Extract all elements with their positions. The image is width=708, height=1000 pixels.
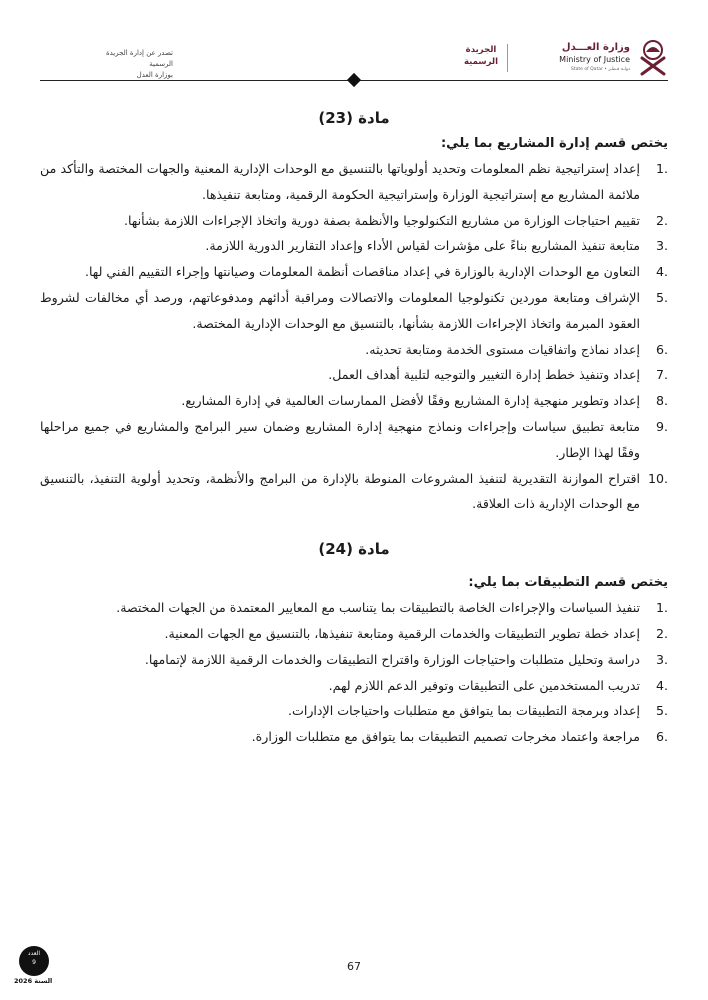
item-number: 2.	[655, 212, 668, 228]
item-number: 3.	[655, 651, 668, 667]
item-text: تقييم احتياجات الوزارة من مشاريع التكنولوجيا والأنظمة بصفة دورية واتخاذ الإجراءات اللازمة بشأنها.	[123, 212, 640, 228]
ministry-name-arabic: وزارة العـــدل	[561, 42, 630, 53]
item-number: 4.	[655, 677, 668, 693]
item-text: الإشراف ومتابعة موردين تكنولوجيا المعلومات والاتصالات ومراقبة أدائهم ومدفوعاتهم، ورصد أي مخالفات لشروط العقود المبرمة واتخاذ الإجراءات اللازمة بشأنها، بالتنسيق مع الوحدات الإدارية المختصة.	[40, 289, 640, 331]
article-title: مادة (24)	[318, 540, 390, 559]
list-item	[40, 595, 668, 621]
article-24	[40, 535, 668, 750]
item-text: إعداد وتطوير منهجية إدارة المشاريع وفقًا لأفضل الممارسات العالمية في إدارة المشاريع.	[181, 393, 640, 409]
issue-label: العدد	[27, 950, 41, 957]
item-number: 6.	[655, 729, 668, 745]
item-text: تنفيذ السياسات والإجراءات الخاصة بالتطبيقات بما يتناسب مع المعايير المعتمدة من الجهات المختصة.	[116, 600, 640, 616]
item-text: إعداد خطة تطوير التطبيقات والخدمات الرقمية ومتابعة تنفيذها، بالتنسيق مع الجهات المعنية.	[164, 625, 640, 641]
issue-badge	[19, 946, 49, 976]
article-intro: يختص قسم التطبيقات بما يلي:	[468, 575, 668, 591]
list-item	[40, 259, 668, 285]
item-number: 3.	[655, 238, 668, 254]
list-item	[40, 698, 668, 724]
list-item	[40, 647, 668, 673]
article-items	[40, 156, 668, 517]
list-item	[40, 208, 668, 234]
item-text: دراسة وتحليل متطلبات واحتياجات الوزارة واقتراح التطبيقات والخدمات الرقمية اللازمة لإتمامها.	[144, 651, 640, 667]
list-item	[40, 285, 668, 337]
list-item	[40, 673, 668, 699]
item-text: تدريب المستخدمين على التطبيقات وتوفير الدعم اللازم لهم.	[328, 677, 640, 693]
item-text: إعداد نماذج واتفاقيات مستوى الخدمة ومتابعة تحديثه.	[365, 341, 640, 357]
list-item	[40, 362, 668, 388]
document-body	[40, 104, 668, 750]
item-number: 5.	[655, 703, 668, 719]
item-number: 8.	[655, 393, 668, 409]
item-text: متابعة تنفيذ المشاريع بناءً على مؤشرات لقياس الأداء وإعداد التقارير الدورية اللازمة.	[205, 238, 640, 254]
item-text: إعداد وبرمجة التطبيقات بما يتوافق مع متطلبات واحتياجات الإدارات.	[287, 703, 640, 719]
item-text: اقتراح الموازنة التقديرية لتنفيذ المشروعات المنوطة بالإدارة من البرامج والأنظمة، وتحديد أولوية التنفيذ، بالتنسيق مع الوحدات الإدارية ذات العلاقة.	[40, 470, 640, 512]
item-text: التعاون مع الوحدات الإدارية بالوزارة في إعداد مناقصات أنظمة المعلومات وصيانتها وإجراء التقييم الفني لها.	[84, 264, 640, 280]
ministry-name-english: Ministry of Justice	[559, 55, 630, 64]
state-label: State of Qatar • دولـة قـطـر	[571, 67, 630, 72]
gazette-line-1: الجريدة	[465, 45, 497, 55]
item-number: 4.	[655, 264, 668, 280]
gazette-line-2: الرسمية	[463, 57, 499, 67]
publisher-line-1: تصدر عن إدارة الجريدة الرسمية	[105, 49, 173, 68]
gazette-logo	[462, 44, 500, 68]
list-item	[40, 414, 668, 466]
list-item	[40, 724, 668, 750]
publisher-note	[93, 48, 173, 81]
list-item	[40, 233, 668, 259]
qatar-emblem-icon	[636, 38, 670, 78]
header-divider	[507, 44, 508, 72]
ministry-branding	[450, 38, 670, 76]
list-item	[40, 156, 668, 208]
item-text: إعداد وتنفيذ خطط إدارة التغيير والتوجيه لتلبية أهداف العمل.	[328, 367, 640, 383]
publisher-line-2: بوزارة العدل	[136, 71, 173, 79]
item-text: مراجعة واعتماد مخرجات تصميم التطبيقات بما يتوافق مع متطلبات الوزارة.	[251, 729, 640, 745]
issue-year: السنة 2026	[14, 977, 53, 985]
article-23	[40, 104, 668, 517]
item-number: 2.	[655, 625, 668, 641]
item-number: 6.	[655, 341, 668, 357]
issue-number: 9	[32, 959, 36, 966]
item-text: متابعة تطبيق سياسات وإجراءات ونماذج منهجية إدارة المشاريع وضمان سير البرامج والمشاريع في جميع مراحلها وفقًا لهذا الإطار.	[40, 418, 640, 460]
article-intro: يختص قسم إدارة المشاريع بما يلي:	[440, 136, 668, 151]
page-header	[0, 0, 708, 80]
list-item	[40, 621, 668, 647]
item-number: 7.	[655, 367, 668, 383]
article-title: مادة (23)	[318, 109, 390, 127]
item-number: 1.	[655, 600, 668, 616]
item-number: 1.	[655, 161, 668, 176]
item-number: 9.	[655, 418, 668, 434]
page-number: 67	[347, 960, 361, 973]
list-item	[40, 388, 668, 414]
list-item	[40, 466, 668, 518]
item-text: إعداد إستراتيجية نظم المعلومات وتحديد أولوياتها بالتنسيق مع الوحدات الإدارية المعنية والجهات المختصة والتأكد من ملائمة المشاريع مع إستراتيجية الوزارة وإستراتيجية الحكومة الرقمية، ومتابعة تنفيذها.	[40, 161, 640, 202]
item-number: 10.	[647, 470, 668, 486]
item-number: 5.	[655, 289, 668, 305]
list-item	[40, 337, 668, 363]
article-items	[40, 595, 668, 750]
